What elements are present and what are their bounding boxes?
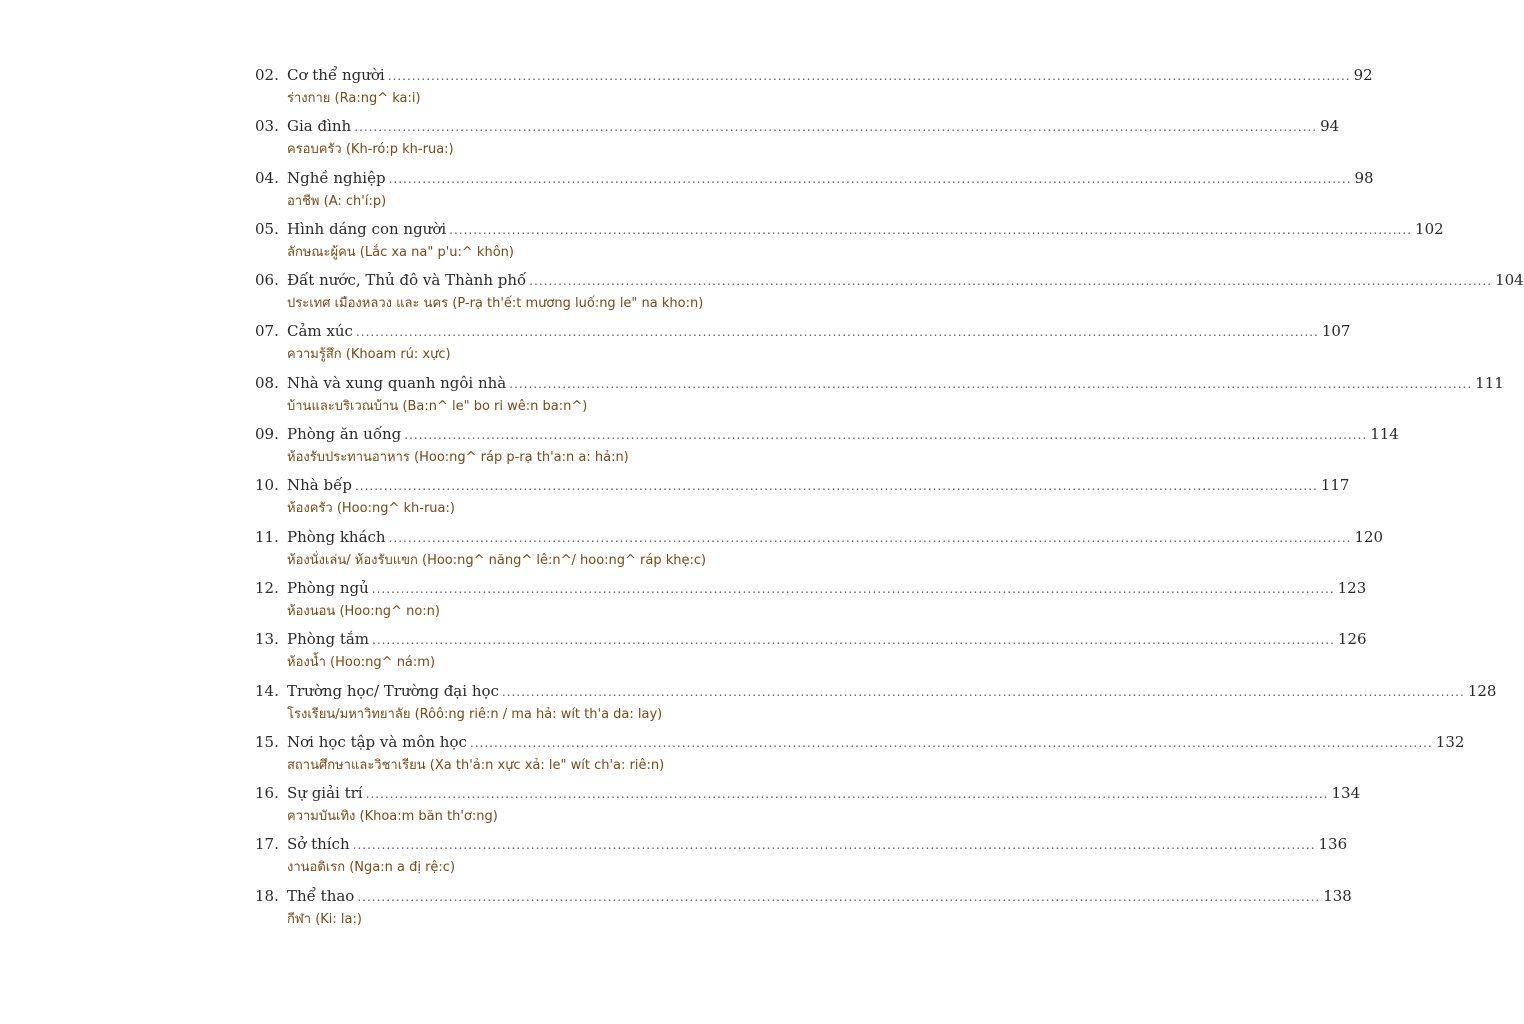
toc-entry-06 [255, 267, 1524, 318]
entry-page-number: 138 [1323, 886, 1352, 905]
entry-subtitle: ความรู้สึก (Khoam rú: xực) [287, 347, 451, 363]
entry-subtitle: ห้องนั่งเล่น/ ห้องรับแขก (Hoo:ng^ năng^ lê:n^/ hoo:ng^ ráp khẹ:c) [287, 552, 707, 568]
entry-page-number: 117 [1320, 476, 1350, 495]
dot-leader: ........................................................................................................................................................................................................ [365, 787, 1329, 802]
dot-leader: ........................................................................................................................................................................................................ [509, 376, 1473, 391]
entry-title: Phòng tắm [287, 630, 370, 649]
entry-page-number: 128 [1467, 681, 1497, 700]
dot-leader: ........................................................................................................................................................................................................ [404, 428, 1368, 443]
dot-leader: ........................................................................................................................................................................................................ [354, 479, 1318, 494]
dot-leader: ........................................................................................................................................................................................................ [469, 735, 1433, 750]
entry-number: 16. [255, 784, 279, 803]
entry-subtitle: งานอดิเรก (Nga:n a đị rệ:c) [287, 860, 456, 876]
entry-title: Phòng ăn uống [287, 425, 402, 444]
entry-page-number: 123 [1337, 578, 1367, 597]
dot-leader: ........................................................................................................................................................................................................ [387, 69, 1351, 83]
entry-page-number: 114 [1370, 425, 1399, 444]
entry-page-number: 98 [1354, 168, 1374, 187]
dot-leader: ........................................................................................................................................................................................................ [388, 530, 1352, 545]
entry-number: 06. [255, 271, 279, 290]
entry-title: Nơi học tập và môn học [287, 732, 467, 751]
entry-number: 08. [255, 373, 279, 392]
toc-entry-18 [255, 883, 1352, 934]
entry-page-number: 126 [1337, 630, 1367, 649]
entry-title: Gia đình [287, 117, 352, 136]
toc-entry-11 [255, 524, 1384, 575]
entry-subtitle: ความบันเทิง (Khoa:m băn th'ơ:ng) [287, 809, 498, 825]
entry-subtitle: ครอบครัว (Kh-ró:p kh-rua:) [287, 142, 454, 158]
toc-entry-14 [255, 678, 1497, 729]
toc-entry-04 [255, 165, 1374, 216]
entry-number: 12. [255, 578, 279, 597]
entry-number: 05. [255, 219, 279, 238]
toc-entry-16 [255, 780, 1361, 831]
entry-number: 17. [255, 835, 279, 854]
toc-entry-07 [255, 318, 1351, 369]
entry-subtitle: อาชีพ (A: ch'í:p) [287, 193, 387, 209]
dot-leader: ........................................................................................................................................................................................................ [529, 274, 1493, 289]
entry-number: 13. [255, 630, 279, 649]
entry-number: 04. [255, 168, 279, 187]
entry-number: 14. [255, 681, 279, 700]
entry-page-number: 104 [1495, 271, 1524, 290]
entry-number: 03. [255, 117, 279, 136]
toc-entry-08 [255, 370, 1504, 421]
toc-entry-12 [255, 575, 1367, 626]
dot-leader: ........................................................................................................................................................................................................ [355, 325, 1319, 340]
toc-entry-17 [255, 831, 1348, 882]
entry-page-number: 132 [1435, 732, 1465, 751]
entry-subtitle: ห้องครัว (Hoo:ng^ kh-rua:) [287, 501, 455, 517]
entry-page-number: 92 [1353, 66, 1373, 84]
entry-subtitle: บ้านและบริเวณบ้าน (Ba:n^ le" bo ri wê:n ba:n^) [287, 398, 588, 414]
dot-leader: ........................................................................................................................................................................................................ [352, 838, 1316, 853]
entry-number: 07. [255, 322, 279, 341]
toc-entry-13 [255, 626, 1367, 677]
entry-title: Đất nước, Thủ đô và Thành phố [287, 271, 527, 290]
entry-title: Thể thao [287, 886, 355, 905]
entry-subtitle: ประเทศ เมืองหลวง และ นคร (P-rạ th'ế:t mương luố:ng le" na kho:n) [287, 296, 704, 312]
entry-subtitle: ร่างกาย (Ra:ng^ ka:i) [287, 91, 421, 106]
entry-page-number: 102 [1415, 219, 1444, 238]
entry-subtitle: ห้องนอน (Hoo:ng^ no:n) [287, 603, 440, 619]
toc-entry-03 [255, 113, 1340, 164]
table-of-contents [255, 62, 1524, 934]
toc-entry-10 [255, 472, 1350, 523]
toc-entry-09 [255, 421, 1399, 472]
entry-subtitle: โรงเรียน/มหาวิทยาลัย (Rôô:ng riê:n / ma hả: wít th'a da: lay) [287, 706, 663, 722]
entry-number: 15. [255, 732, 279, 751]
entry-title: Sự giải trí [287, 784, 363, 803]
entry-page-number: 134 [1331, 784, 1361, 803]
toc-entry-15 [255, 729, 1465, 780]
entry-title: Nghề nghiệp [287, 168, 386, 187]
entry-number: 11. [255, 527, 279, 546]
dot-leader: ........................................................................................................................................................................................................ [357, 889, 1321, 904]
entry-subtitle: กีฬา (Ki: la:) [287, 911, 362, 927]
entry-title: Cơ thể người [287, 66, 385, 84]
dot-leader: ........................................................................................................................................................................................................ [501, 684, 1465, 699]
entry-page-number: 111 [1475, 373, 1504, 392]
entry-subtitle: ห้องน้ำ (Hoo:ng^ ná:m) [287, 655, 436, 671]
entry-subtitle: สถานศึกษาและวิชาเรียน (Xa th'ả:n xực xả: le" wít ch'a: riê:n) [287, 757, 665, 773]
entry-title: Cảm xúc [287, 322, 353, 341]
toc-entry-05 [255, 216, 1444, 267]
entry-title: Phòng ngủ [287, 578, 369, 597]
entry-title: Nhà và xung quanh ngôi nhà [287, 373, 507, 392]
entry-title: Trường học/ Trường đại học [287, 681, 499, 700]
entry-subtitle: ห้องรับประทานอาหาร (Hoo:ng^ ráp p-rạ th'a:n a: hả:n) [287, 450, 629, 466]
entry-title: Sở thích [287, 835, 350, 854]
entry-page-number: 120 [1354, 527, 1384, 546]
dot-leader: ........................................................................................................................................................................................................ [388, 171, 1352, 186]
toc-entry-02 [255, 62, 1373, 113]
dot-leader: ........................................................................................................................................................................................................ [354, 120, 1318, 135]
entry-title: Hình dáng con người [287, 219, 447, 238]
dot-leader: ........................................................................................................................................................................................................ [372, 633, 1335, 648]
entry-number: 02. [255, 66, 279, 84]
entry-subtitle: ลักษณะผู้คน (Lắc xa na" p'u:^ khôn) [287, 244, 514, 260]
entry-number: 10. [255, 476, 279, 495]
entry-title: Phòng khách [287, 527, 386, 546]
entry-page-number: 136 [1318, 835, 1348, 854]
dot-leader: ........................................................................................................................................................................................................ [449, 222, 1413, 237]
entry-number: 18. [255, 886, 279, 905]
dot-leader: ........................................................................................................................................................................................................ [371, 581, 1335, 596]
entry-title: Nhà bếp [287, 476, 352, 495]
entry-page-number: 94 [1320, 117, 1340, 136]
entry-number: 09. [255, 425, 279, 444]
entry-page-number: 107 [1321, 322, 1351, 341]
